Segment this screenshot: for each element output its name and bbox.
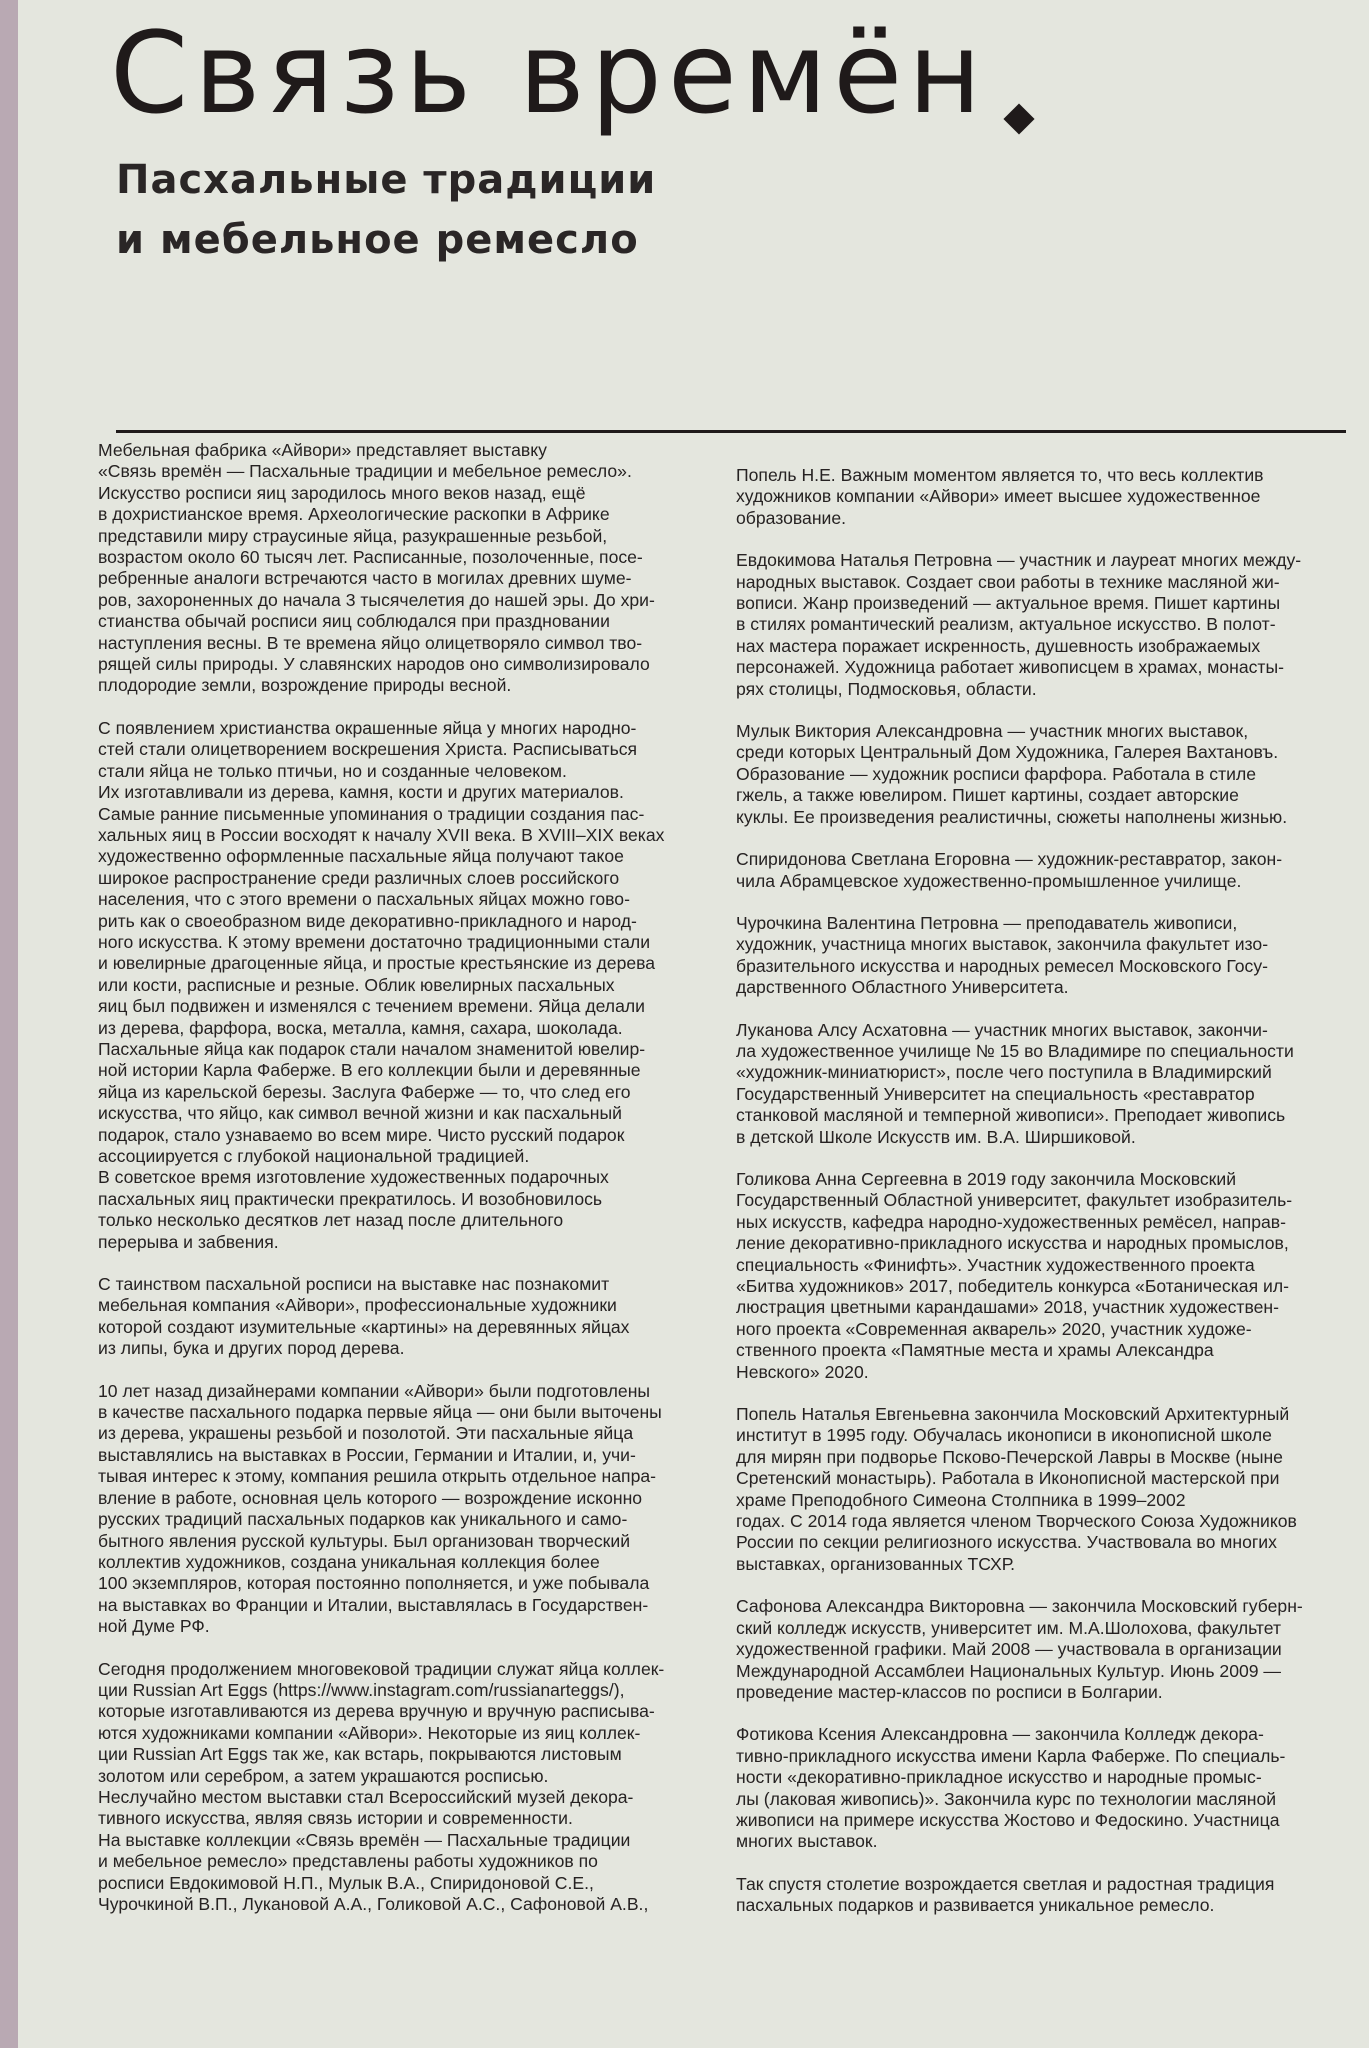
paragraph: Попель Н.Е. Важным моментом является то, что весь коллектив художников компании «Айвори» имеет высшее художественное образование. <box>736 465 1264 528</box>
right-text-column <box>736 465 1336 1938</box>
paragraph: Голикова Анна Сергеевна в 2019 году закончила Московский Государственный Областной университет, факультет изобразитель- ных искусств, кафедра народно-художественных ремёсел, направ- ление декоративно-прикладного искусства и народных промыслов, специальность «Финифть». Участник художественного проекта «Битва художников» 2017, победитель конкурса «Ботаническая ил- люстрация цветными карандашами» 2018, участник художествен- ного проекта «Современная акварель» 2020, участник художе- ственного проекта «Памятные места и храмы Александра Невского» 2020. <box>736 1168 1293 1382</box>
left-text-column <box>98 440 703 1936</box>
subtitle-line-2: и мебельное ремесло <box>116 217 639 263</box>
paragraph: Фотикова Ксения Александровна — закончила Колледж декора- тивно-прикладного искусства имени Карла Фаберже. По специаль- ности «декоративно-прикладное искусство и народные промыс- лы (лаковая живопись)». Закончила курс по технологии масляной живописи на примере искусства Жостово и Федоскино. Участница многих выставок. <box>736 1724 1286 1852</box>
diamond-ornament-icon <box>1003 103 1034 134</box>
poster-title: Связь времён <box>110 9 988 139</box>
divider-rule <box>116 430 1346 433</box>
paragraph: Чурочкина Валентина Петровна — преподаватель живописи, художник, участница многих выставок, закончила факультет изо- бразительного искусства и народных ремесел Московского Госу- дарственного Областного Университета. <box>736 912 1269 998</box>
subtitle-line-1: Пасхальные традиции <box>116 157 657 203</box>
exhibition-poster <box>18 0 1369 2048</box>
paragraph: Сафонова Александра Викторовна — закончила Московский губерн- ский колледж искусств, университет им. М.А.Шолохова, факультет художественной графики. Май 2008 — участвовала в организации Международной Ассамблеи Национальных Культур. Июнь 2009 — проведение мастер-классов по росписи в Болгарии. <box>736 1596 1303 1702</box>
paragraph: Так спустя столетие возрождается светлая и радостная традиция пасхальных подарков и развивается уникальное ремесло. <box>736 1873 1275 1916</box>
paragraph: Спиридонова Светлана Егоровна — художник-реставратор, закон- чила Абрамцевское художественно-промышленное училище. <box>736 849 1283 891</box>
paragraph: Мулык Виктория Александровна — участник многих выставок, среди которых Центральный Дом Художника, Галерея Вахтановъ. Образование — художник росписи фарфора. Работала в стиле гжель, а также ювелиром. Пишет картины, создает авторские куклы. Ее произведения реалистичны, сюжеты наполнены жизнью. <box>736 721 1288 827</box>
paragraph: Мебельная фабрика «Айвори» представляет выставку «Связь времён — Пасхальные традиции и мебельное ремесло». Искусство росписи яиц зародилось много веков назад, ещё в дохристианское время. Археологические раскопки в Африке представили миру страусиные яйца, разукрашенные резьбой, возрастом около 60 тысяч лет. Расписанные, позолоченные, посе- ребренные аналоги встречаются часто в могилах древних шуме- ров, захороненных до начала 3 тысячелетия до нашей эры. До хри- стианства обычай росписи яиц соблюдался при праздновании наступления весны. В те времена яйцо олицетворяло символ тво- рящей силы природы. У славянских народов оно символизировало плодородие земли, возрождение природы весной. <box>98 440 655 696</box>
paragraph: Сегодня продолжением многовековой традиции служат яйца коллек- ции Russian Art Eggs (https://www.instagram.com/russianarteggs/), которые изготавливаются из дерева вручную и вручную расписыва- ются художниками компании «Айвори». Некоторые из яиц коллек- ции Russian Art Eggs так же, как встарь, покрываются листовым золотом или серебром, а затем украшаются росписью. Неслучайно местом выставки стал Всероссийский музей декора- тивного искусства, являя связь истории и современности. На выставке коллекции «Связь времён — Пасхальные традиции и мебельное ремесло» представлены работы художников по росписи Евдокимовой Н.П., Мулык В.А., Спиридоновой С.Е., Чурочкиной В.П., Лукановой А.А., Голиковой А.С., Сафоновой А.В., <box>98 1658 665 1914</box>
poster-subtitle <box>116 150 656 270</box>
paragraph: С таинством пасхальной росписи на выставке нас познакомит мебельная компания «Айвори», профессиональные художники которой создают изумительные «картины» на деревянных яйцах из липы, бука и других пород дерева. <box>98 1274 630 1359</box>
paragraph: Евдокимова Наталья Петровна — участник и лауреат многих между- народных выставок. Создает свои работы в технике масляной жи- вописи. Жанр произведений — актуальное время. Пишет картины в стилях романтический реализм, актуальное искусство. В полот- нах мастера поражает искренность, душевность изображаемых персонажей. Художница работает живописцем в храмах, монасты- рях столицы, Подмосковья, области. <box>736 550 1302 699</box>
paragraph: Попель Наталья Евгеньевна закончила Московский Архитектурный институт в 1995 году. Обучалась иконописи в иконописной школе для мирян при подворье Псково-Печерской Лавры в Москве (ныне Сретенский монастырь). Работала в Иконописной мастерской при храме Преподобного Симеона Столпника в 1999–2002 годах. С 2014 года является членом Творческого Союза Художников России по секции религиозного искусства. Участвовала во многих выставках, организованных ТСХР. <box>736 1404 1297 1574</box>
paragraph: Луканова Алсу Асхатовна — участник многих выставок, закончи- ла художественное училище № 15 во Владимире по специальности «художник-миниатюрист», после чего поступила в Владимирский Государственный Университет на специальность «реставратор станковой масляной и темперной живописи». Преподает живопись в детской Школе Искусств им. В.А. Ширшиковой. <box>736 1019 1294 1147</box>
paragraph: С появлением христианства окрашенные яйца у многих народно- стей стали олицетворением воскрешения Христа. Расписываться стали яйца не только птичьи, но и созданные человеком. Их изготавливали из дерева, камня, кости и других материалов. Самые ранние письменные упоминания о традиции создания пас- хальных яиц в России восходят к началу XVII века. В XVIII–XIX веках художественно оформленные пасхальные яйца получают такое широкое распространение среди различных слоев российского населения, что с этого времени о пасхальных яйцах можно гово- рить как о своеобразном виде декоративно-прикладного и народ- ного искусства. К этому времени достаточно традиционными стали и ювелирные драгоценные яйца, и простые крестьянские из дерева или кости, расписные и резные. Облик ювелирных пасхальных яиц был подвижен и изменялся с течением времени. Яйца делали из дерева, фарфора, воска, металла, камня, сахара, шоколада. Пасхальные яйца как подарок стали началом знаменитой ювелир- ной истории Карла Фаберже. В его коллекции были и деревянные яйца из карельской березы. Заслуга Фаберже — то, что след его искусства, что яйцо, как символ вечной жизни и как пасхальный подарок, стало узнаваемо во всем мире. Чисто русский подарок ассоциируется с глубокой национальной традицией. В советское время изготовление художественных подарочных пасхальных яиц практически прекратилось. И возобновилось только несколько десятков лет назад после длительного перерыва и забвения. <box>98 717 665 1252</box>
paragraph: 10 лет назад дизайнерами компании «Айвори» были подготовлены в качестве пасхального подарка первые яйца — они были выточены из дерева, украшены резьбой и позолотой. Эти пасхальные яйца выставлялись на выставках в России, Германии и Италии, и, учи- тывая интерес к этому, компания решила открыть отдельное напра- вление в работе, основная цель которого — возрождение исконно русских традиций пасхальных подарков как уникального и само- бытного явления русской культуры. Был организован творческий коллектив художников, создана уникальная коллекция более 100 экземпляров, которая постоянно пополняется, и уже побывала на выставках во Франции и Италии, выставлялась в Государствен- ной Думе РФ. <box>98 1380 662 1637</box>
